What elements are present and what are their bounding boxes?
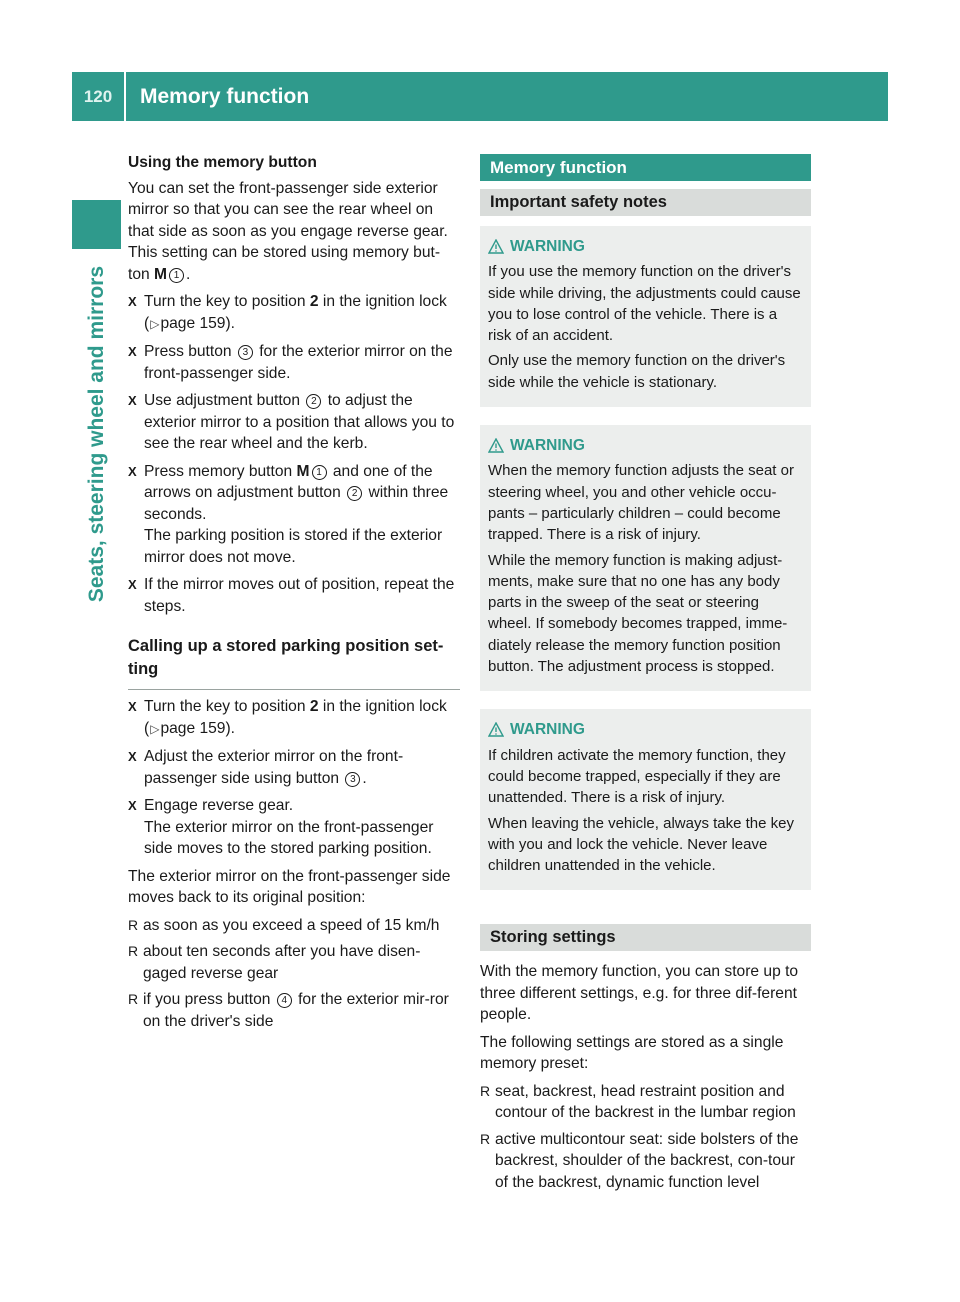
bullet-icon: R [128, 943, 139, 959]
page-number: 120 [83, 86, 113, 106]
warning-box [480, 709, 811, 890]
warning-text: Only use the memory function on the driver's side while the vehicle is stationary. [488, 352, 786, 391]
warning-triangle-icon [488, 239, 504, 254]
circled-2: 2 [306, 394, 321, 409]
bullet-item: R as soon as you exceed a speed of 15 km/h [128, 915, 460, 937]
right-column [480, 154, 811, 1198]
bullet-icon: R [128, 916, 139, 933]
bullet-item: R about ten seconds after you have disen-gaged reverse gear [128, 943, 421, 982]
chapter-title: Memory function [140, 84, 310, 108]
bullet-icon: R [480, 1130, 491, 1147]
side-chapter-text: Seats, steering wheel and mirrors [85, 266, 108, 603]
warning-triangle-icon [488, 438, 504, 453]
page-header [72, 72, 888, 121]
warning-title: WARNING [488, 236, 803, 257]
warning-text: If children activate the memory function, they could become trapped, especially if they are unattended. There is a risk of injury. [488, 746, 786, 807]
bullet-icon: R [480, 1082, 491, 1099]
circled-1: 1 [312, 465, 327, 480]
step-arrow-icon: X [128, 393, 137, 408]
step-item: X Turn the key to position 2 in the ignition lock (▷page 159). [128, 698, 447, 737]
warning-box [480, 425, 811, 691]
header-divider [124, 72, 126, 121]
warning-box [480, 226, 811, 407]
warning-triangle-icon [488, 722, 504, 737]
heading-calling-up-parking-position: Calling up a stored parking position set-ting [128, 635, 460, 690]
step-item: X Use adjustment button 2 to adjust the exterior mirror to a position that allows you to see the rear wheel and the kerb. [128, 392, 455, 452]
intro-paragraph: You can set the front-passenger side exterior mirror so that you can see the rear wheel on that side as soon as you engage reverse gear. This setting can be stored using memory but-ton M 1 . [128, 179, 448, 283]
step-arrow-icon: X [128, 699, 137, 714]
circled-3: 3 [238, 345, 253, 360]
storing-preset-paragraph: The following settings are stored as a single memory preset: [480, 1033, 784, 1073]
subheading-storing-settings: Storing settings [480, 924, 811, 951]
bullet-icon: R [128, 991, 139, 1007]
side-chapter-label [82, 266, 112, 766]
step-arrow-icon: X [128, 749, 137, 764]
warning-text: If you use the memory function on the driver's side while driving, the adjustments could cause you to lose control of the vehicle. There is a risk of an accident. [488, 263, 801, 345]
circled-1: 1 [169, 268, 184, 283]
warning-text: When leaving the vehicle, always take the key with you and lock the vehicle. Never leave children unattended in the vehicle. [488, 814, 794, 875]
step-item: X Turn the key to position 2 in the ignition lock (▷page 159). [128, 293, 447, 332]
step-item: X If the mirror moves out of position, repeat the steps. [128, 576, 455, 615]
return-paragraph: The exterior mirror on the front-passenger side moves back to its original position: [128, 867, 451, 906]
warning-title: WARNING [488, 719, 803, 740]
storing-intro-paragraph: With the memory function, you can store up to three different settings, e.g. for three dif-ferent people. [480, 963, 799, 1024]
step-item: X Press memory button M 1 and one of the arrows on adjustment button 2 within three seconds. The parking position is stored if the exterior mirror does not move. [128, 462, 449, 566]
step-arrow-icon: X [128, 577, 137, 592]
step-arrow-icon: X [128, 798, 137, 813]
section-heading-memory-function: Memory function [480, 154, 811, 181]
step-item: X Adjust the exterior mirror on the front-passenger side using button 3 . [128, 748, 404, 787]
step-arrow-icon: X [128, 463, 137, 479]
circled-3: 3 [345, 772, 360, 787]
circled-2: 2 [347, 486, 362, 501]
bullet-item: R seat, backrest, head restraint position and contour of the backrest in the lumbar region [480, 1082, 796, 1122]
step-item: X Press button 3 for the exterior mirror on the front-passenger side. [128, 343, 453, 382]
left-column [128, 152, 460, 1037]
step-arrow-icon: X [128, 344, 137, 359]
page-ref-icon: ▷ [150, 316, 160, 331]
warning-text: While the memory function is making adjust-ments, make sure that no one has any body parts in the sweep of the seat or steering wheel. If somebody becomes trapped, imme-diately release the memory function position button. The adjustment process is stopped. [488, 551, 788, 676]
step-item: X Engage reverse gear. The exterior mirror on the front-passenger side moves to the stored parking position. [128, 797, 434, 857]
subheading-important-safety-notes: Important safety notes [480, 189, 811, 216]
bullet-item: R active multicontour seat: side bolsters of the backrest, shoulder of the backrest, con-tour of the backrest, dynamic function level [480, 1130, 799, 1191]
step-arrow-icon: X [128, 294, 137, 309]
heading-using-memory-button: Using the memory button [128, 154, 317, 171]
page-ref-icon: ▷ [150, 721, 160, 736]
section-tab-marker [72, 200, 121, 249]
bullet-item: R if you press button 4 for the exterior mir-ror on the driver's side [128, 991, 449, 1030]
warning-title: WARNING [488, 435, 803, 456]
warning-text: When the memory function adjusts the seat or steering wheel, you and other vehicle occu-pants – particularly children – could become trapped. There is a risk of injury. [488, 462, 794, 544]
circled-4: 4 [277, 993, 292, 1008]
